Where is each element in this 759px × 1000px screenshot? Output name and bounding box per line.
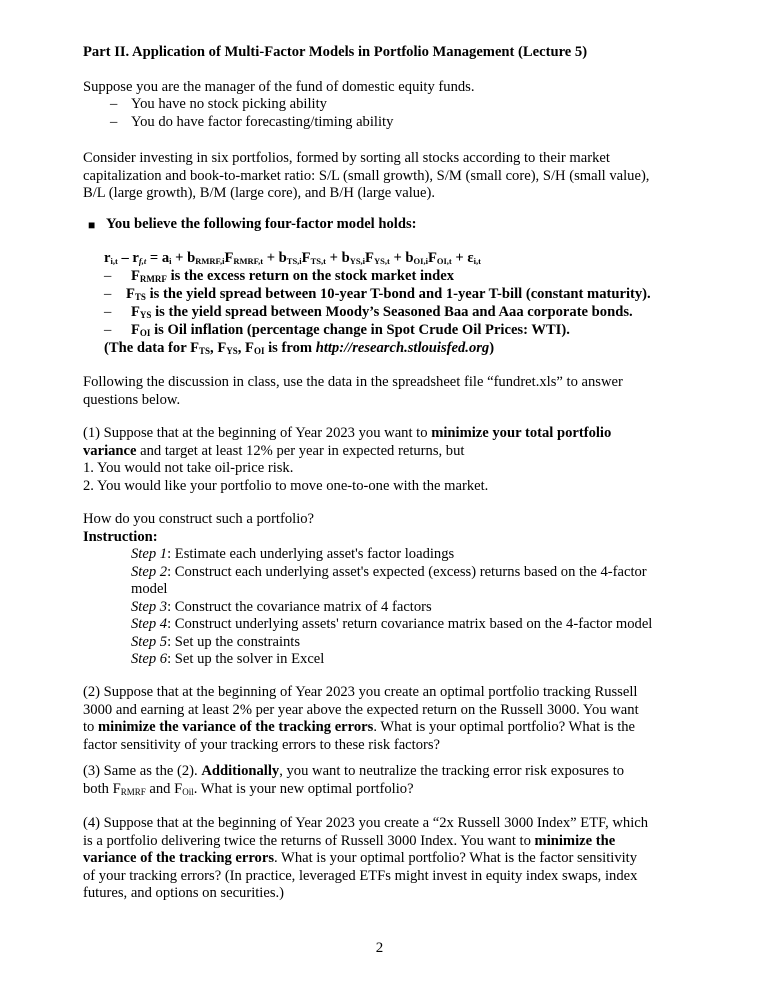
intro-bullet-2: You do have factor forecasting/timing ability bbox=[131, 114, 394, 130]
step-2: Step 2: Construct each underlying asset's expected (excess) returns based on the 4-factor bbox=[131, 564, 647, 580]
square-bullet-icon: ■ bbox=[88, 218, 96, 232]
dash-marker: – bbox=[110, 96, 118, 112]
paragraph-line: Consider investing in six portfolios, formed by sorting all stocks according to their market bbox=[83, 150, 610, 166]
question-1: (1) Suppose that at the beginning of Year 2023 you want to minimize your total portfolio variance and target at least 12% per year in expected returns, but 1. You would not take oil-price risk. 2. You would like your portfolio to move one-to-one with the market. bbox=[83, 425, 703, 495]
section-title: Part II. Application of Multi-Factor Models in Portfolio Management (Lecture 5) bbox=[83, 44, 588, 60]
dash-marker: – bbox=[104, 304, 112, 320]
data-source-line: (The data for $F_{TS}$, $F_{YS}$, $F_{OI}$ is from http://research.stlouisfed.org) bbox=[104, 340, 495, 356]
step-1: Step 1: Estimate each underlying asset's factor loadings bbox=[131, 546, 455, 562]
model-heading: You believe the following four-factor model holds: bbox=[106, 216, 417, 232]
step-4: Step 4: Construct underlying assets' return covariance matrix based on the 4-factor model bbox=[131, 616, 653, 632]
paragraph-line: Following the discussion in class, use the data in the spreadsheet file “fundret.xls” to answer bbox=[83, 374, 623, 390]
step-2-continued: model bbox=[131, 581, 168, 597]
definition-rmrf: $F_{RMRF}$ is the excess return on the stock market index bbox=[131, 268, 455, 284]
question-2: (2) Suppose that at the beginning of Year 2023 you create an optimal portfolio tracking Russell 3000 and earning at least 2% per year above the expected return on the Russell 3000. You want to minimize the variance of the tracking errors. What is your optimal portfolio? What is the factor sensitivity of your tracking errors to these risk factors? bbox=[83, 684, 639, 753]
data-source-url: http://research.stlouisfed.org bbox=[315, 340, 490, 356]
dash-marker: – bbox=[104, 286, 112, 302]
definition-oi: $F_{OI}$ is Oil inflation (percentage change in Spot Crude Oil Prices: WTI). bbox=[131, 322, 570, 338]
step-5: Step 5: Set up the constraints bbox=[131, 634, 301, 650]
page-number: 2 bbox=[375, 940, 384, 956]
intro-bullet-1: You have no stock picking ability bbox=[131, 96, 327, 112]
intro-sentence: Suppose you are the manager of the fund of domestic equity funds. bbox=[83, 79, 475, 95]
question-4: (4) Suppose that at the beginning of Year 2023 you create a “2x Russell 3000 Index” ETF, which is a portfolio delivering twice the returns of Russell 3000 Index. You want to minimize the variance of the tracking errors. What is your optimal portfolio? What is the factor sensitivity of your tracking errors? (In practice, leveraged ETFs might invest in equity index swaps, index futures, and options on securities.) bbox=[83, 815, 649, 901]
paragraph-line: questions below. bbox=[83, 391, 181, 408]
paragraph-line: capitalization and book-to-market ratio: S/L (small growth), S/M (small core), S/H (small value), bbox=[83, 167, 650, 184]
dash-marker: – bbox=[110, 114, 118, 130]
step-3: Step 3: Construct the covariance matrix of 4 factors bbox=[131, 599, 432, 615]
q1-constraint-1: 1. You would not take oil-price risk. bbox=[83, 460, 294, 476]
question-3: (3) Same as the (2). Additionally, you want to neutralize the tracking error risk exposures to both $F_{RMRF}$ and $F_{Oil}$. What is your new optimal portfolio? bbox=[83, 763, 625, 797]
instruction-heading: Instruction: bbox=[83, 529, 158, 545]
portfolios-paragraph bbox=[83, 150, 703, 203]
q1-how: How do you construct such a portfolio? bbox=[83, 511, 315, 527]
definition-ts: $F_{TS}$ is the yield spread between 10-year T-bond and 1-year T-bill (constant maturity). bbox=[126, 286, 651, 302]
dash-marker: – bbox=[104, 268, 112, 284]
four-factor-equation: $r_{i,t} - r_{f,t} = a_i + b_{RMRF,i}F_{RMRF,t} + b_{TS,i}F_{TS,t} + b_{YS,i}F_{YS,t} + b_{OI,i}F_{OI,t} + \varepsilon_{i,t}$ bbox=[104, 250, 481, 266]
dash-marker: – bbox=[104, 322, 112, 338]
definition-ys: $F_{YS}$ is the yield spread between Moody’s Seasoned Baa and Aaa corporate bonds. bbox=[131, 304, 633, 320]
paragraph-line: B/L (large growth), B/M (large core), and B/H (large value). bbox=[83, 185, 436, 201]
following-paragraph bbox=[83, 374, 703, 409]
q1-constraint-2: 2. You would like your portfolio to move one-to-one with the market. bbox=[83, 477, 489, 494]
step-6: Step 6: Set up the solver in Excel bbox=[131, 651, 325, 667]
